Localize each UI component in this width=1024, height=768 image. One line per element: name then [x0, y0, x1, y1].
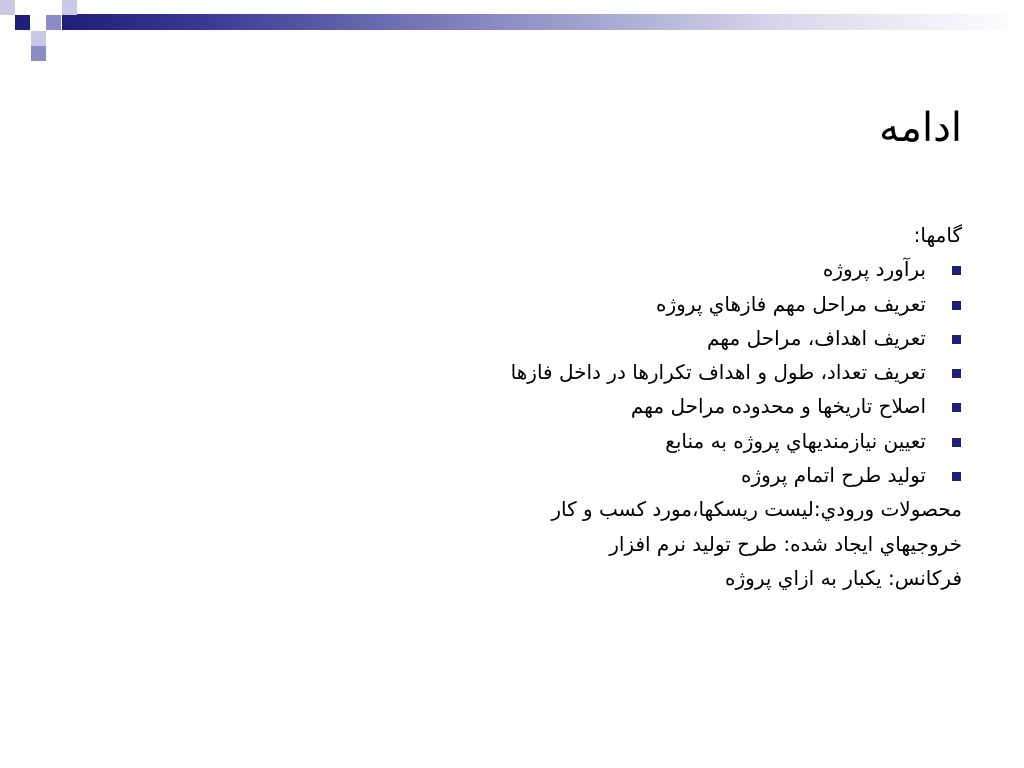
decor-square: [15, 15, 30, 30]
slide-body: [402, 218, 962, 595]
square-bullet-icon: [952, 438, 961, 447]
header-gradient-bar: [62, 14, 1024, 30]
frequency-line: فركانس: يكبار به ازاي پروژه: [725, 565, 962, 590]
bullet-text: تعيين نيازمنديهاي پروژه به منابع: [665, 428, 926, 453]
square-bullet-icon: [952, 266, 961, 275]
slide-title: ادامه: [879, 105, 962, 151]
decor-square: [31, 31, 46, 46]
outputs-line: خروجيهاي ايجاد شده: طرح توليد نرم افزار: [609, 531, 962, 556]
intro-line: گامها:: [913, 223, 962, 247]
decor-square: [31, 46, 46, 61]
bullet-text: تعريف اهداف، مراحل مهم: [707, 325, 926, 350]
bullet-text: برآورد پروژه: [822, 257, 926, 282]
bullet-text: تعريف مراحل مهم فازهاي پروژه: [655, 291, 926, 316]
bullet-item: [402, 389, 962, 423]
square-bullet-icon: [952, 472, 961, 481]
square-bullet-icon: [952, 335, 961, 344]
bullet-item: [402, 252, 962, 286]
bullet-text: تعريف تعداد، طول و اهداف تكرارها در داخل فازها: [510, 360, 926, 385]
decor-square: [62, 0, 77, 15]
decor-square: [46, 15, 61, 30]
square-bullet-icon: [952, 301, 961, 310]
bullet-text: اصلاح تاريخها و محدوده مراحل مهم: [630, 394, 926, 419]
input-products-line: محصولات ورودي:ليست ريسكها،مورد كسب و كار: [551, 497, 962, 522]
square-bullet-icon: [952, 369, 961, 378]
bullet-item: [402, 458, 962, 492]
bullet-item: [402, 321, 962, 355]
bullet-text: توليد طرح اتمام پروژه: [740, 463, 926, 488]
header-decoration: [0, 0, 1024, 62]
decor-square: [0, 0, 15, 15]
square-bullet-icon: [952, 403, 961, 412]
bullet-item: [402, 424, 962, 458]
bullet-item: [402, 287, 962, 321]
bullet-item: [402, 355, 962, 389]
